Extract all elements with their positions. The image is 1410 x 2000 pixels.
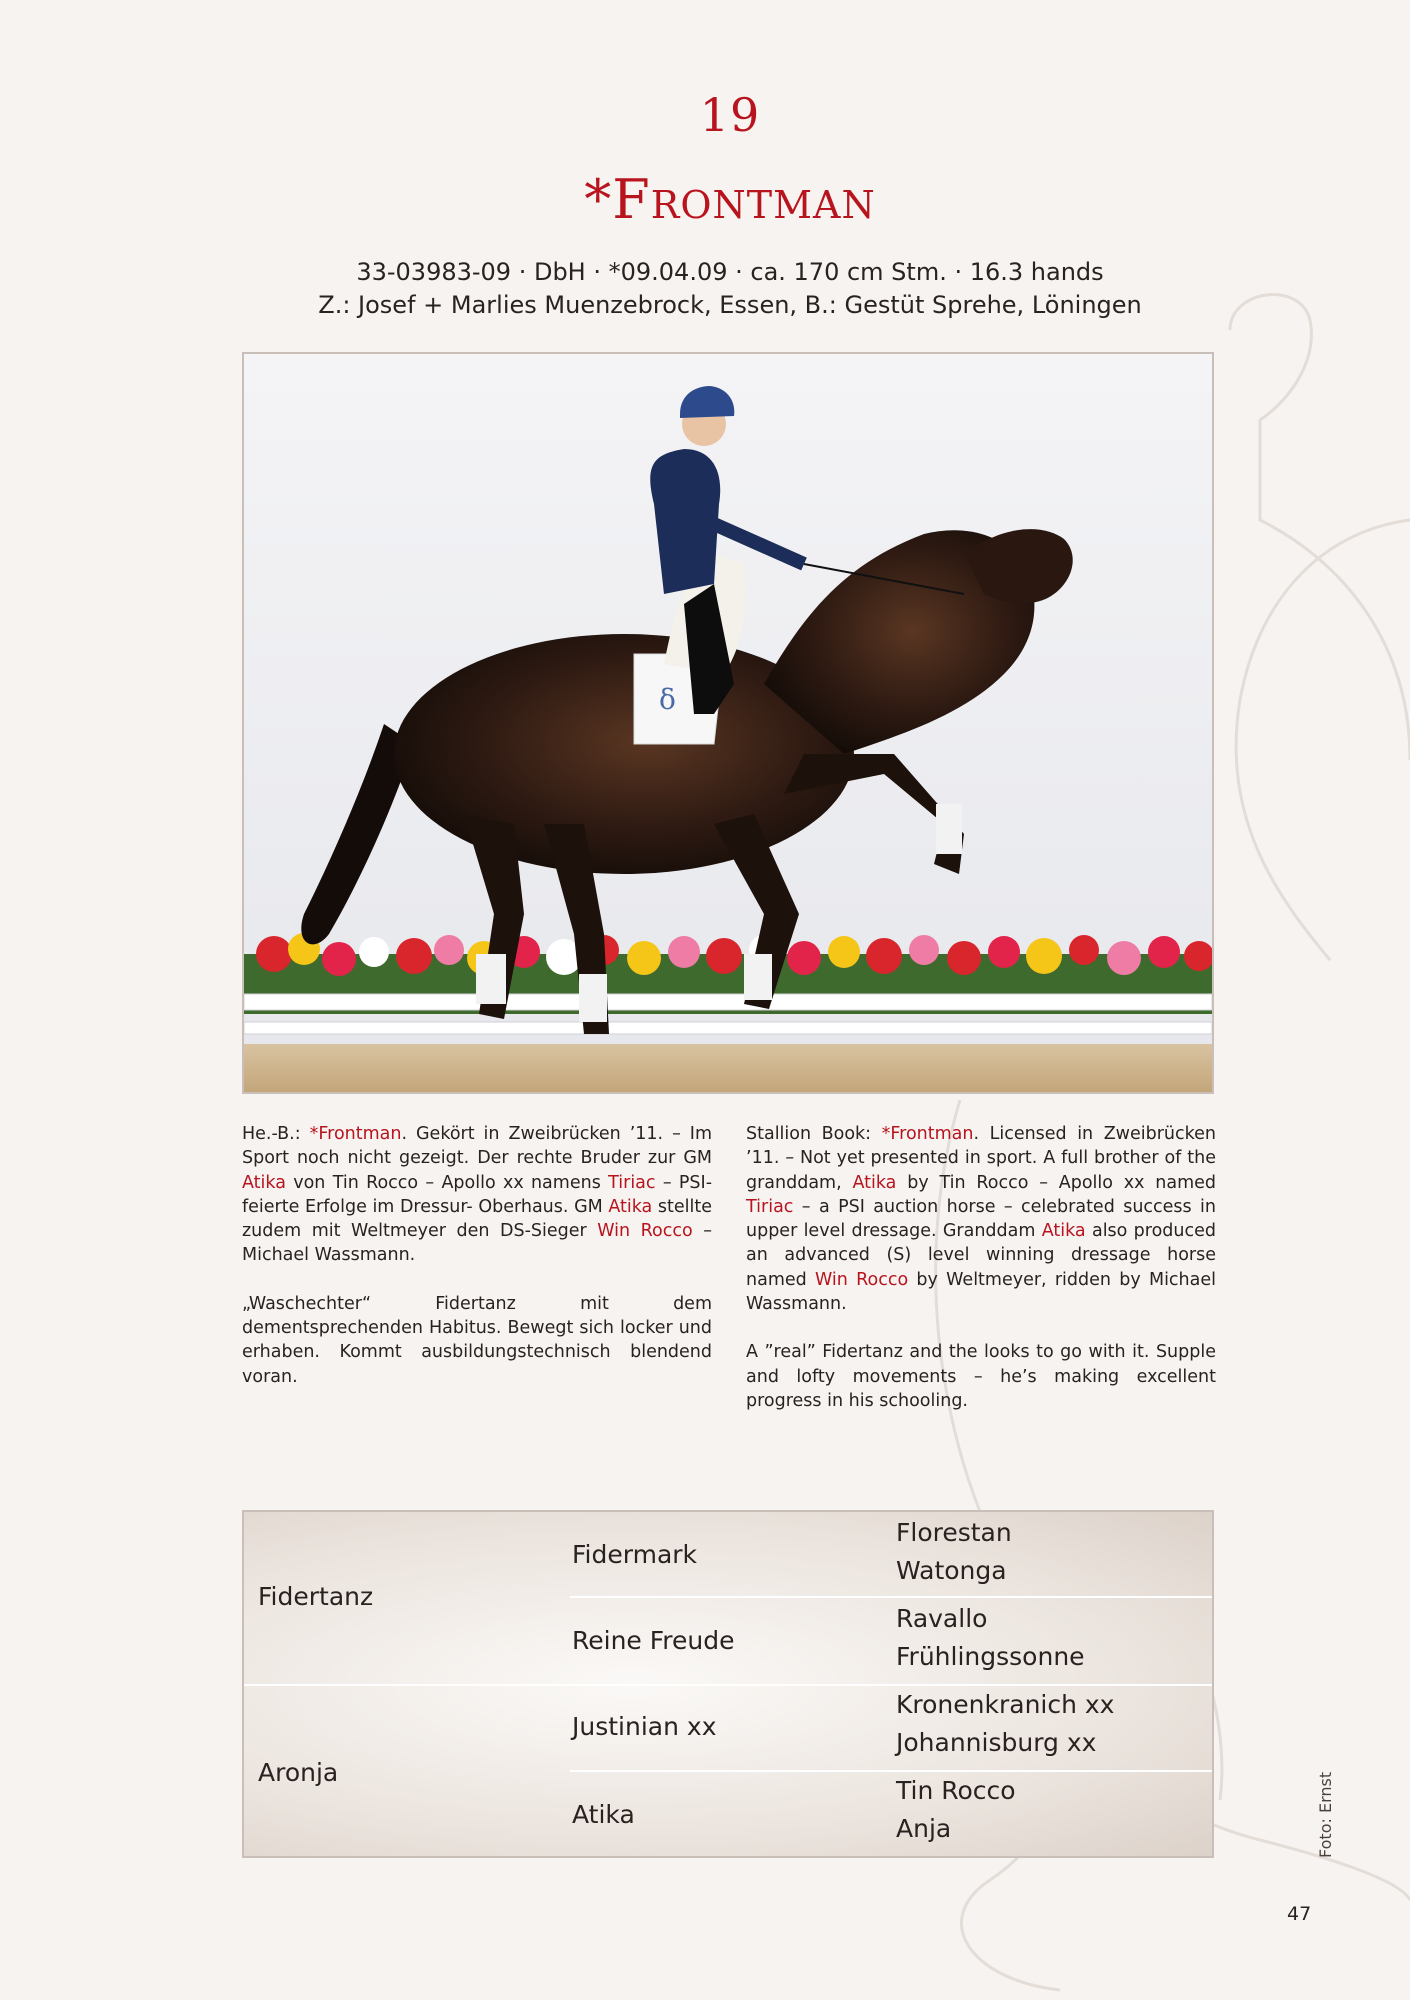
pedigree-g3-5: Kronenkranich xx xyxy=(896,1690,1115,1719)
horse-name-highlight: Win Rocco xyxy=(597,1221,693,1242)
text-segment: . Gekört in Zweibrücken ’11. – Im Sport noch nicht gezeigt. Der rechte Bruder zur GM xyxy=(242,1124,712,1169)
text-segment: by Tin Rocco – Apollo xx named xyxy=(896,1172,1216,1193)
description-english-paragraph-2 xyxy=(746,1340,1216,1413)
horse-name-highlight: Win Rocco xyxy=(815,1269,909,1290)
pedigree-sire-sire: Fidermark xyxy=(572,1540,698,1569)
text-segment: – PSI- feierte Erfolge im Dressur- Oberhaus. GM xyxy=(242,1172,713,1217)
description-english-paragraph-1 xyxy=(746,1122,1216,1316)
description-german-paragraph-2 xyxy=(242,1292,712,1389)
pedigree-dam-sire: Justinian xx xyxy=(572,1712,717,1741)
saddle-pad-logo: δ xyxy=(659,683,676,716)
text-segment: Stallion Book: xyxy=(746,1124,882,1144)
pedigree-sire: Fidertanz xyxy=(258,1582,374,1611)
pedigree-g3-4: Frühlingssonne xyxy=(896,1642,1085,1671)
pedigree-g3-6: Johannisburg xx xyxy=(896,1728,1097,1757)
pedigree-table xyxy=(242,1510,1214,1858)
text-segment: von Tin Rocco – Apollo xx namens xyxy=(285,1172,609,1193)
pedigree-dam-dam: Atika xyxy=(572,1800,635,1829)
pedigree-g3-1: Florestan xyxy=(896,1518,1012,1547)
text-segment: also produced an advanced (S) level winning dressage horse named xyxy=(746,1221,1216,1290)
description-english xyxy=(746,1122,1216,1437)
horse-name-highlight: *Frontman xyxy=(881,1124,974,1144)
text-segment: by Weltmeyer, ridden by Michael Wassmann. xyxy=(746,1269,1216,1315)
horse-name-highlight: Atika xyxy=(242,1172,286,1193)
pedigree-g3-7: Tin Rocco xyxy=(896,1776,1016,1805)
horse-photo-frame xyxy=(242,352,1214,1094)
horse-name-highlight: Tiriac xyxy=(608,1172,656,1193)
page-number: 47 xyxy=(1287,1903,1312,1925)
lot-number: 19 xyxy=(699,88,761,142)
breeder-info: Z.: Josef + Marlies Muenzebrock, Essen, B.: Gestüt Sprehe, Löningen xyxy=(318,291,1142,319)
horse-name-highlight: Atika xyxy=(608,1196,653,1217)
horse-name-highlight: Tiriac xyxy=(746,1196,794,1217)
description-german-paragraph-1 xyxy=(242,1122,712,1268)
pedigree-dam: Aronja xyxy=(258,1758,339,1787)
horse-name-highlight: Atika xyxy=(852,1172,897,1193)
pedigree-g3-8: Anja xyxy=(896,1814,952,1843)
photo-credit: Foto: Ernst xyxy=(1316,1771,1335,1858)
pedigree-sire-dam: Reine Freude xyxy=(572,1626,735,1655)
horse-name-highlight: Atika xyxy=(1041,1221,1086,1242)
pedigree-g3-2: Watonga xyxy=(896,1556,1007,1585)
text-segment: – Michael Wassmann. xyxy=(242,1221,712,1266)
registration-info: 33-03983-09 · DbH · *09.04.09 · ca. 170 cm Stm. · 16.3 hands xyxy=(356,258,1104,286)
description-german xyxy=(242,1122,712,1413)
pedigree-g3-3: Ravallo xyxy=(896,1604,988,1633)
text-segment: „Waschechter“ Fidertanz mit dem dementsprechenden Habitus. Bewegt sich locker und erhaben. Kommt ausbildungstechnisch blendend voran. xyxy=(242,1293,712,1387)
horse-name-highlight: *Frontman xyxy=(309,1124,402,1144)
text-segment: He.-B.: xyxy=(242,1124,310,1144)
horse-photo xyxy=(244,354,1212,1092)
text-segment: . Licensed in Zweibrücken ’11. – Not yet presented in sport. A full brother of the granddam, xyxy=(746,1124,1217,1193)
text-segment: – a PSI auction horse – celebrated success in upper level dressage. Granddam xyxy=(746,1196,1216,1242)
text-segment: A ”real” Fidertanz and the looks to go with it. Supple and lofty movements – he’s making excellent progress in his schooling. xyxy=(746,1342,1216,1411)
horse-name: *Frontman xyxy=(584,168,876,231)
text-segment: stellte zudem mit Weltmeyer den DS-Sieger xyxy=(242,1196,712,1242)
